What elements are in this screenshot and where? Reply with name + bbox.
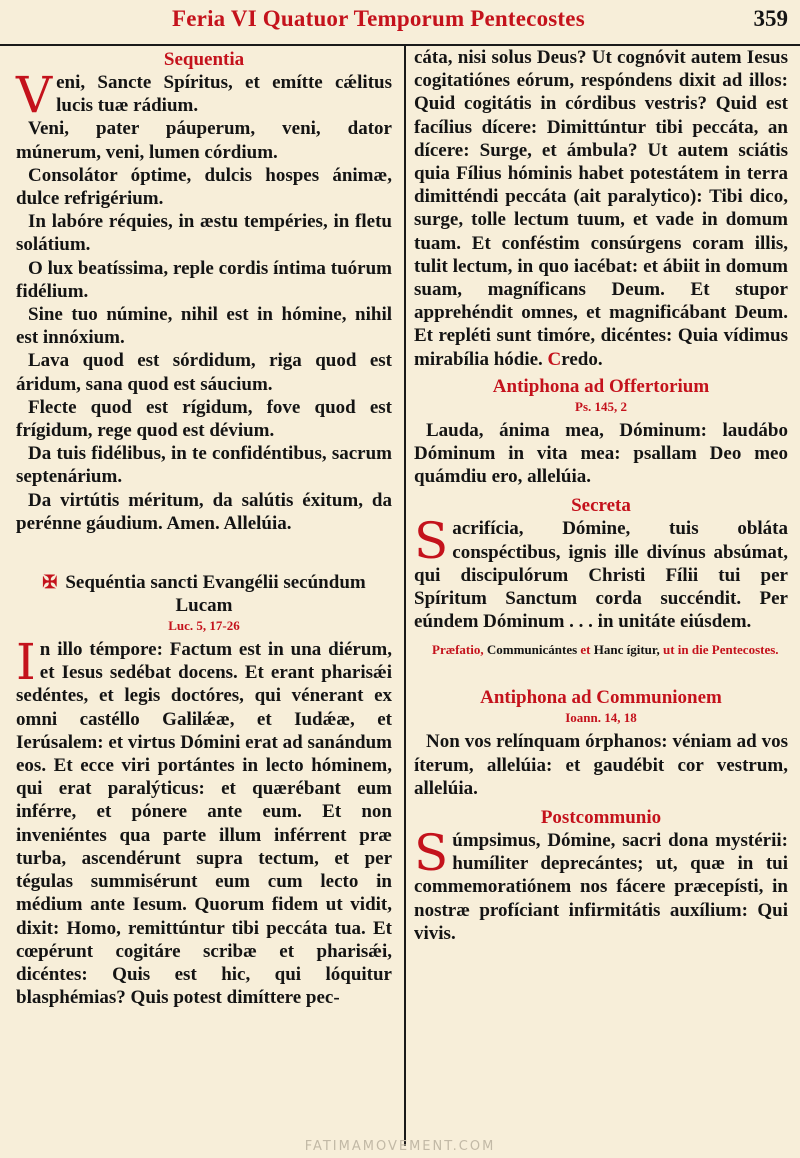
sequentia-stanza: Veni, pater páuperum, veni, dator múnerum, veni, lumen córdium. [16,118,392,163]
offertory-heading: Antiphona ad Offertorium [492,375,710,397]
postcommunio-text [414,824,788,945]
gospel-drop-cap: I [16,633,36,692]
sequentia-stanza: Da virtútis méritum, da salútis éxitum, da perénne gáudium. Amen. Allelúia. [16,489,392,534]
secreta-drop-cap: S [414,512,449,571]
sequentia-stanza-1-text: eni, Sancte Spíritus, et emítte cǽlitus lucis tuæ rádium. [56,72,392,117]
communion-heading: Antiphona ad Communionem [480,687,722,709]
sequentia-stanza: Flecte quod est rígidum, fove quod est frígidum, rege quod est dévium. [16,396,392,442]
sequentia-stanza-1 [16,66,392,124]
sequentia-drop-cap: V [16,66,53,124]
running-title: Feria VI Quatuor Temporum Pentecostes [172,6,585,31]
sequentia-stanza: Da tuis fidélibus, in te confidéntibus, sacrum septenárium. [16,443,392,488]
sequentia-stanza: In labóre réquies, in æstu tempéries, in fletu solátium. [16,211,392,256]
credo-initial: C [547,348,562,370]
watermark: FATIMAMOVEMENT.COM [304,1139,496,1154]
secreta-text [414,512,788,633]
gospel-title: Sequéntia sancti Evangélii secúndum Lucam [65,572,366,617]
gospel-continuation [414,46,788,371]
credo-text: redo. [561,348,603,370]
secreta-heading: Secreta [571,495,631,517]
cross-icon: ✠ [42,572,58,593]
page-header [0,0,800,46]
left-column [16,46,392,1150]
gospel-text [16,633,392,1009]
gospel-heading [16,571,392,617]
gospel-reference: Luc. 5, 17-26 [168,618,240,634]
communion-reference: Ioann. 14, 18 [565,710,637,726]
right-column [414,46,788,1150]
gospel-continuation-text: cáta, nisi solus Deus? Ut cognóvit autem Iesus cogitatiónes eórum, respóndens dixit ad illos: Quid cogitátis in córdibus vestris? Quid est facílius dícere: Dimittúntur tibi peccáta, an dícere: Surge, et ámbula? Ut autem sciátis quia Fílius hóminis habet potestátem in terra dimitténdi peccáta (ait paralytico): Tibi dico, surge, tolle lectum tuum, et vade in domum tuam. Et conféstim consúrgens coram illis, tulit lectum, in quo iacébat: et ábiit in domum suam, magníficans Deum. Et stupor apprehéndit omnes, et magnificábant Deum. Et repléti sunt timóre, dicéntes: Quia vídimus mirabília hódie. [414,47,788,370]
secreta-text-body: acrifícia, Dómine, tuis obláta conspéctibus, ignis ille divínus absúmat, qui discipulórum Christi Fílii tui per Spíritum Sanctum corda succéndit. Per eúndem Dóminum . . . in unitáte eiúsdem. [414,518,788,633]
rubric-part: et [580,642,591,658]
sequentia-stanza: O lux beatíssima, reple cordis íntima tuórum fidélium. [16,257,392,302]
rubric-part: Hanc ígitur, [590,642,663,658]
rubric-part: Præfatio, [432,642,484,658]
offertory-text: Lauda, ánima mea, Dóminum: laudábo Dóminum in vita mea: psallam Deo meo quámdiu ero, allelúia. [414,419,788,488]
sequentia-stanza: Lava quod est sórdidum, riga quod est áridum, sana quod est sáucium. [16,350,392,395]
column-divider [404,46,406,1146]
postcommunio-text-body: úmpsimus, Dómine, sacri dona mystérii: humíliter deprecántes; ut, quæ in tui commemoratiónem nos fácere præcepísti, in nostræ profíciant infirmitátis auxílium: Qui vivis. [414,830,788,944]
sequentia-stanza: Consolátor óptime, dulcis hospes ánimæ, dulce refrigérium. [16,164,392,210]
rubric-part: ut in die Pentecostes. [663,642,779,658]
communion-text: Non vos relínquam órphanos: véniam ad vos íterum, allelúia: et gaudébit cor vestrum, allelúia. [414,731,788,799]
preface-rubric [414,641,788,658]
postcommunio-heading: Postcommunio [540,807,662,829]
page-number: 359 [753,6,788,31]
sequentia-heading: Sequentia [163,49,245,70]
offertory-reference: Ps. 145, 2 [575,398,627,414]
rubric-part: Communicántes [483,642,581,658]
postcommunio-drop-cap: S [414,824,449,883]
sequentia-stanza: Sine tuo númine, nihil est in hómine, nihil est innóxium. [16,304,392,349]
gospel-text-body: n illo témpore: Factum est in una diérum, et Iesus sedébat docens. Et erant pharisǽi sedéntes, et legis doctóres, qui vénerant ex omni castéllo Galilǽæ, et Iudǽæ, et Ierúsalem: et virtus Dómini erat ad sanándum eos. Et ecce viri portántes in lecto hóminem, qui erat paralýticus: et quærébant eum inférre, et pónere ante eum. Et non inveniéntes qua parte illum inférrent præ turba, ascendérunt supra tectum, et per tégulas summisérunt eum cum lecto in médium ante Iesum. Quorum fidem ut vidit, dixit: Homo, remittúntur tibi peccáta tua. Et cœpérunt cogitáre scribæ et pharisǽi, dicéntes: Quis est hic, qui lóquitur blasphémias? Quis potest dimíttere pec- [16,639,392,1009]
